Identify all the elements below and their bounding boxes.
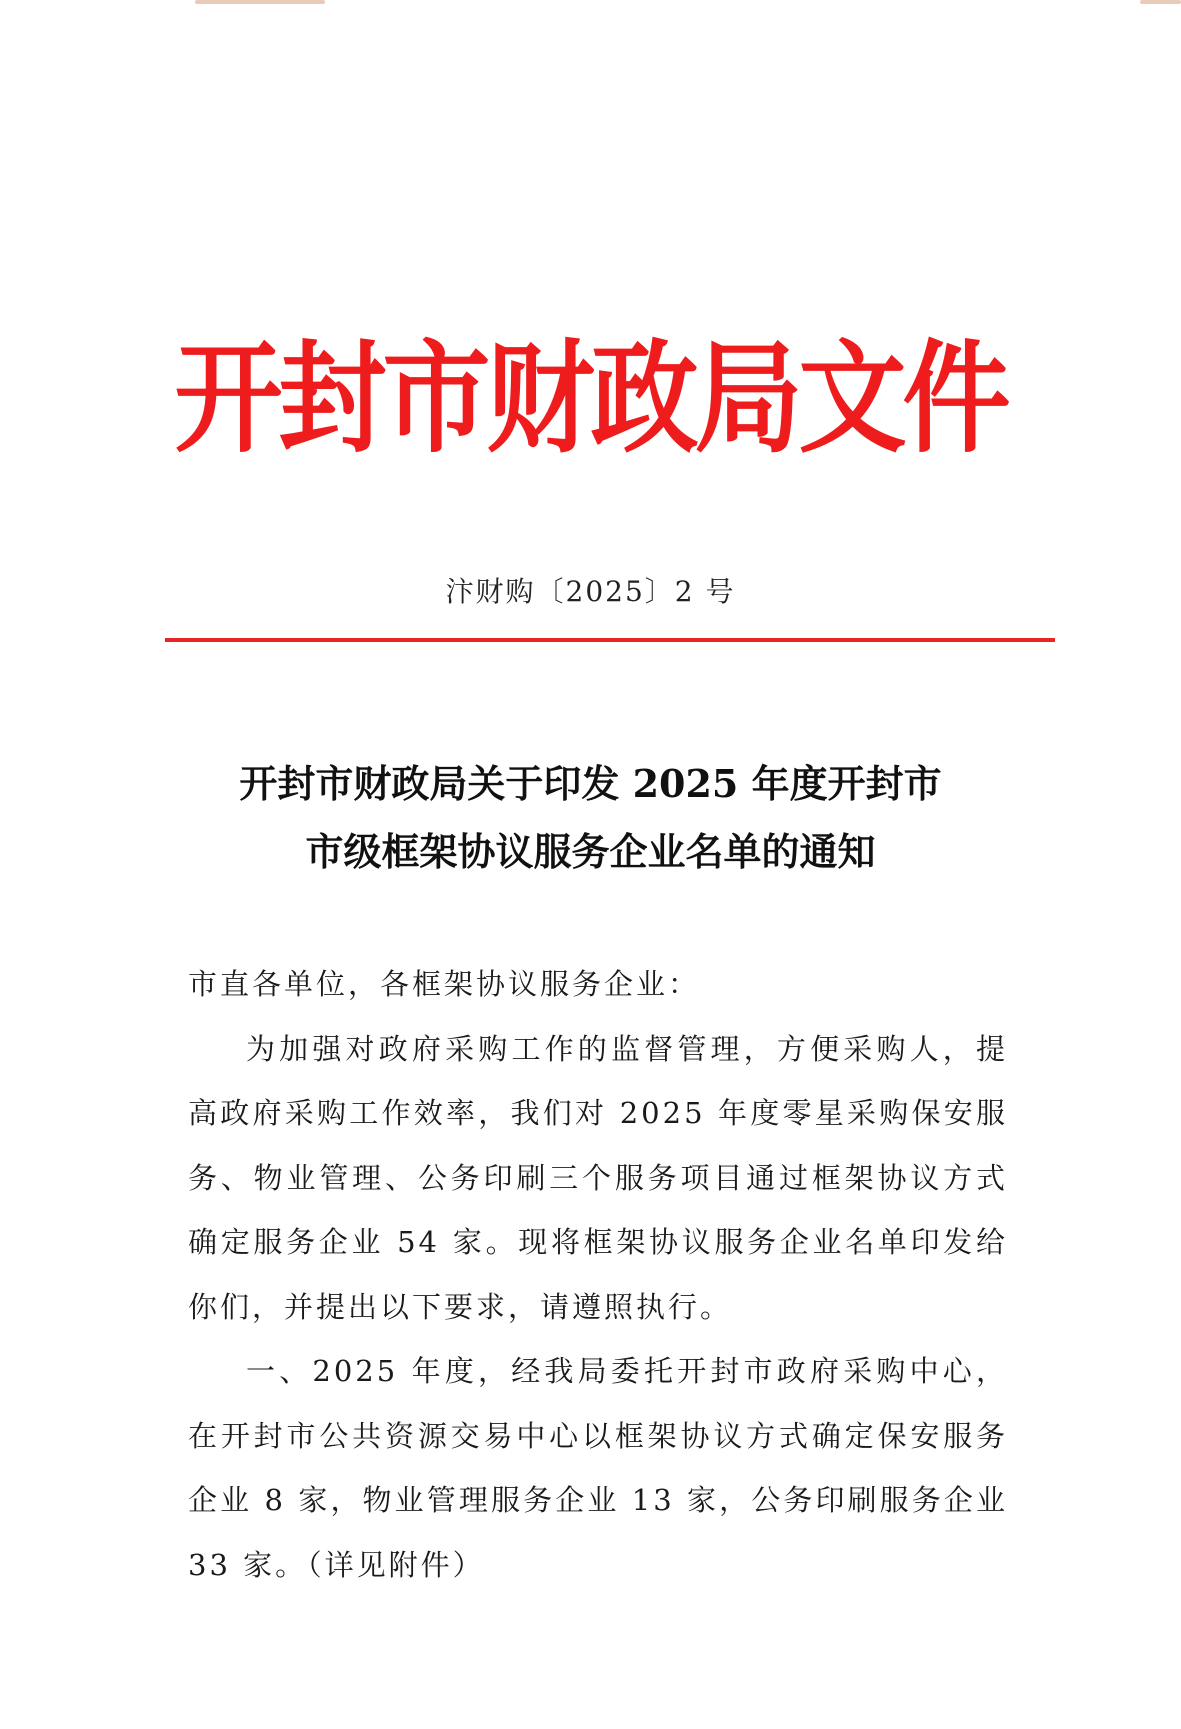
document-number: 汴财购〔2025〕2 号: [445, 575, 736, 608]
salutation: 市直各单位，各框架协议服务企业：: [188, 967, 701, 1001]
red-divider-line: [165, 638, 1055, 642]
notice-title-line-1: 开封市财政局关于印发 2025 年度开封市: [239, 761, 942, 806]
notice-title-line-2: 市级框架协议服务企业名单的通知: [305, 829, 876, 874]
notice-title: [0, 750, 1181, 886]
body-paragraph-1: 为加强对政府采购工作的监督管理，方便采购人，提高政府采购工作效率，我们对 2025 年度零星采购保安服务、物业管理、公务印刷三个服务项目通过框架协议方式确定服务企业 54 家。现将框架协议服务企业名单印发给你们，并提出以下要求，请遵照执行。: [188, 1031, 1008, 1324]
scan-edge-mark: [1140, 0, 1181, 4]
notice-body: [188, 952, 1008, 1597]
masthead-title: 开封市财政局文件: [174, 329, 1007, 470]
scan-edge-mark: [195, 0, 325, 4]
body-paragraph-2: 一、2025 年度，经我局委托开封市政府采购中心，在开封市公共资源交易中心以框架协议方式确定保安服务企业 8 家，物业管理服务企业 13 家，公务印刷服务企业 33 家。（详见附件）: [188, 1354, 1008, 1582]
